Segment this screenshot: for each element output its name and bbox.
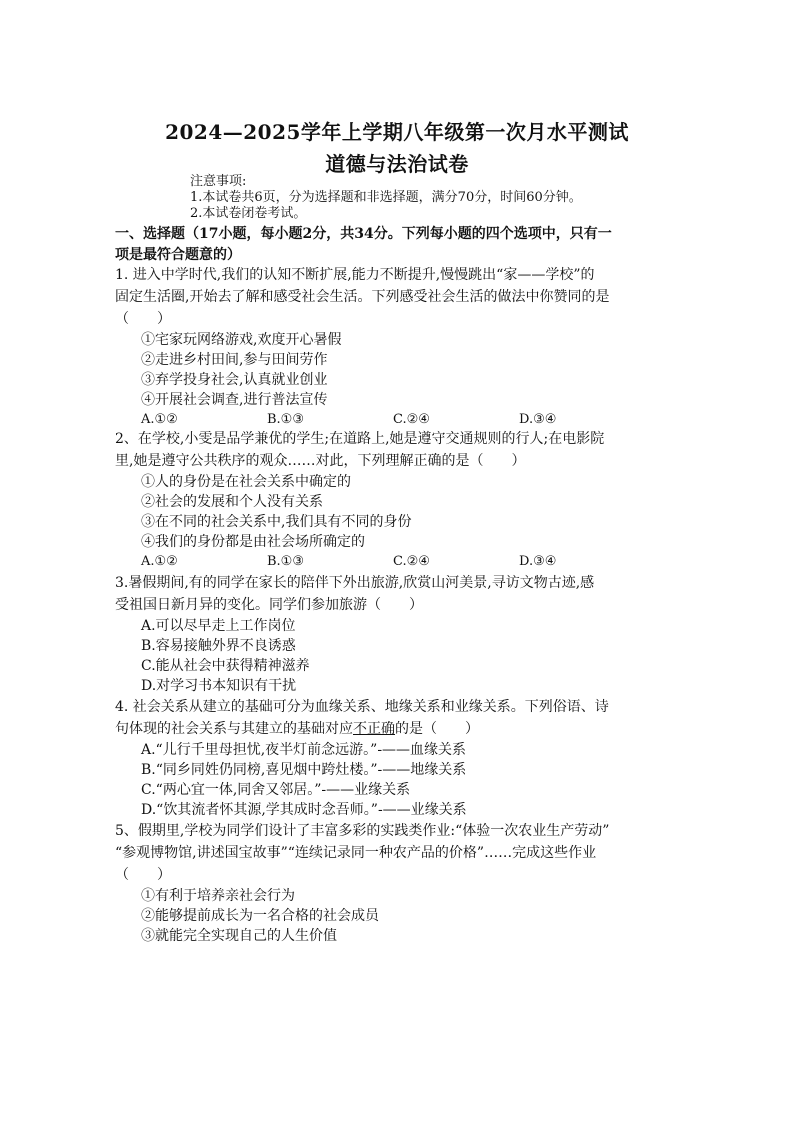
exam-subtitle: 道德与法治试卷 [325, 152, 469, 176]
question-stem-line: 受祖国日新月异的变化。同学们参加旅游（ ） [115, 597, 423, 613]
option-item: ①人的身份是在社会关系中确定的 [141, 474, 351, 490]
notice-item: 2.本试卷闭卷考试。 [190, 206, 307, 221]
question-stem-line: 固定生活圈,开始去了解和感受社会生活。下列感受社会生活的做法中你赞同的是 [115, 289, 610, 305]
option-item: D.“饮其流者怀其源,学其成时念吾师。”-——业缘关系 [141, 802, 467, 818]
question-stem-line: （ ） [115, 311, 171, 327]
underlined-keyword: 不正确 [353, 721, 395, 737]
question-3 [115, 572, 690, 696]
question-stem-line: 3.暑假期间,有的同学在家长的陪伴下外出旅游,欣赏山河美景,寻访文物古迹,感 [115, 575, 595, 591]
question-4 [115, 696, 690, 820]
answer-choice-a: A.①② [141, 554, 178, 569]
section-heading-line: 项是最符合题意的） [115, 247, 241, 263]
question-1 [115, 264, 690, 430]
question-2 [115, 428, 690, 572]
option-item: D.对学习书本知识有干扰 [141, 678, 297, 694]
option-item: C.能从社会中获得精神滋养 [141, 658, 310, 674]
question-stem-line: “参观博物馆,讲述国宝故事”“连续记录同一种农产品的价格”……完成这些作业 [115, 845, 597, 861]
answer-choices [115, 410, 690, 430]
option-item: ①有利于培养亲社会行为 [141, 888, 295, 904]
question-stem-line: 4. 社会关系从建立的基础可分为血缘关系、地缘关系和业缘关系。下列俗语、诗 [115, 699, 609, 715]
section-heading [115, 224, 685, 266]
option-item: ②能够提前成长为一名合格的社会成员 [141, 908, 379, 924]
answer-choice-a: A.①② [141, 412, 178, 427]
option-item: ④开展社会调查,进行普法宣传 [141, 392, 328, 408]
answer-choice-d: D.③④ [519, 412, 557, 427]
option-item: A.可以尽早走上工作岗位 [141, 618, 296, 634]
option-item: B.“同乡同姓仍同榜,喜见烟中跨灶楼。”-——地缘关系 [141, 762, 467, 778]
question-stem-line: （ ） [115, 867, 171, 883]
option-item: ②走进乡村田间,参与田间劳作 [141, 352, 328, 368]
answer-choice-c: C.②④ [393, 412, 430, 427]
stem-text: 句体现的社会关系与其建立的基础对应 [115, 721, 353, 737]
question-stem-line: 5、假期里,学校为同学们设计了丰富多彩的实践类作业:“体验一次农业生产劳动” [115, 823, 610, 839]
question-5 [115, 820, 690, 946]
option-item: ③在不同的社会关系中,我们具有不同的身份 [141, 514, 412, 530]
stem-text: 的是（ ） [395, 721, 479, 737]
question-stem-line: 2、在学校,小雯是品学兼优的学生;在道路上,她是遵守交通规则的行人;在电影院 [115, 431, 605, 447]
option-item: ③就能完全实现自己的人生价值 [141, 928, 337, 944]
answer-choice-b: B.①③ [267, 412, 304, 427]
answer-choice-c: C.②④ [393, 554, 430, 569]
option-item: A.“儿行千里母担忧,夜半灯前念远游。”-——血缘关系 [141, 742, 467, 758]
option-item: ①宅家玩网络游戏,欢度开心暑假 [141, 332, 342, 348]
section-heading-line: 一、选择题（17小题，每小题2分，共34分。下列每小题的四个选项中，只有一 [115, 226, 612, 242]
answer-choice-d: D.③④ [519, 554, 557, 569]
option-item: ④我们的身份都是由社会场所确定的 [141, 534, 365, 550]
notice-heading: 注意事项: [190, 174, 247, 189]
question-stem-line: 里,她是遵守公共秩序的观众……对此，下列理解正确的是（ ） [115, 453, 526, 469]
option-item: B.容易接触外界不良诱惑 [141, 638, 296, 654]
notice-item: 1.本试卷共6页，分为选择题和非选择题，满分70分，时间60分钟。 [190, 190, 582, 205]
question-stem-line: 1. 进入中学时代,我们的认知不断扩展,能力不断提升,慢慢跳出“家——学校”的 [115, 267, 595, 283]
option-item: ③弃学投身社会,认真就业创业 [141, 372, 328, 388]
answer-choice-b: B.①③ [267, 554, 304, 569]
option-item: ②社会的发展和个人没有关系 [141, 494, 323, 510]
exam-title: 2024—2025学年上学期八年级第一次月水平测试 [165, 120, 629, 144]
question-stem-line [115, 718, 690, 740]
option-item: C.“两心宜一体,同舍又邻居。”-——业缘关系 [141, 782, 411, 798]
answer-choices [115, 552, 690, 572]
